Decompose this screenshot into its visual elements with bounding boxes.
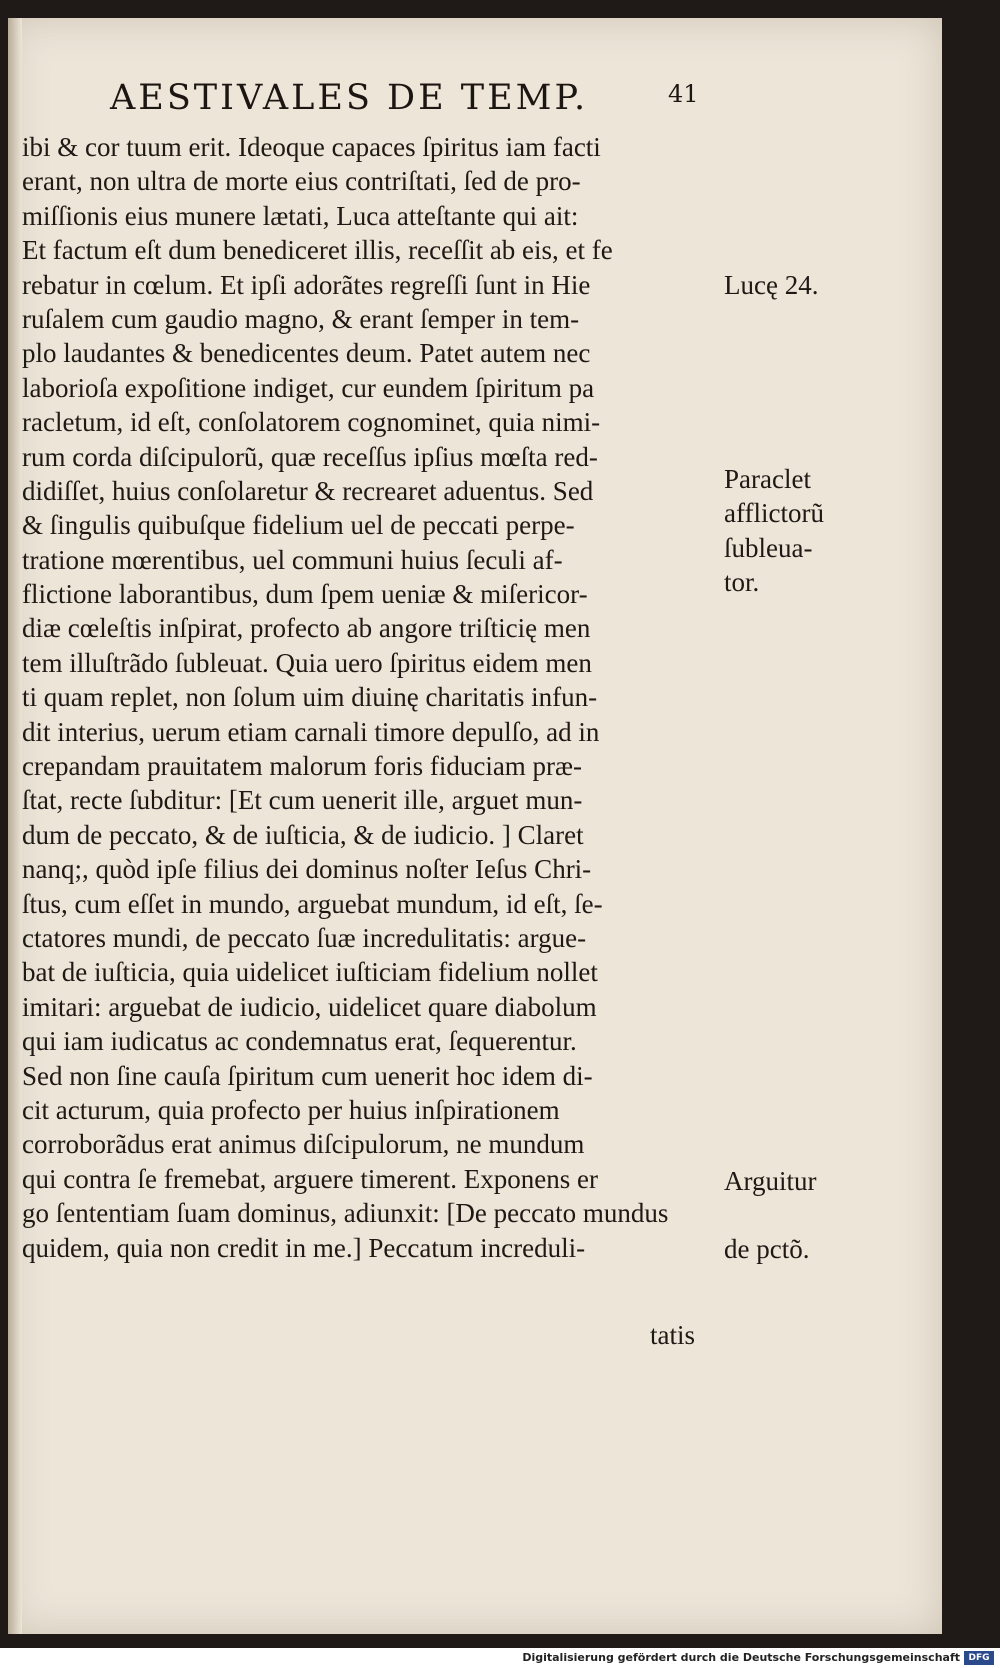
text-line: tratione mœrentibus, uel communi huius ſeculi af-	[22, 544, 563, 575]
margin-note-line: Arguitur	[724, 1166, 817, 1196]
text-line: ruſalem cum gaudio magno, & erant ſemper in tem-	[22, 303, 580, 334]
text-line: Et factum eſt dum benediceret illis, receſſit ab eis, et fe	[22, 235, 613, 266]
text-line: dum de peccato, & de iuſticia, & de iudicio. ] Claret	[22, 819, 584, 850]
text-line: nanq;, quòd ipſe filius dei dominus noſter Ieſus Chri-	[22, 854, 592, 885]
margin-note-luke: Lucę 24.	[724, 270, 819, 300]
text-line: ctatores mundi, de peccato ſuæ incredulitatis: argue-	[22, 922, 587, 953]
text-line: ibi & cor tuum erit. Ideoque capaces ſpiritus iam facti	[22, 132, 601, 162]
margin-note-line: de pctõ.	[724, 1234, 810, 1265]
text-line: cit acturum, quia profecto per huius inſpirationem	[22, 1094, 560, 1125]
margin-note-line: ſubleua-	[724, 532, 813, 563]
text-line: ti quam replet, non ſolum uim diuinę charitatis infun-	[22, 682, 598, 713]
text-line: ſtat, recte ſubditur: [Et cum uenerit ille, arguet mun-	[22, 785, 583, 816]
margin-note-line: Paraclet	[724, 464, 811, 494]
dfg-logo-icon: DFG	[964, 1651, 994, 1665]
text-line: rum corda diſcipulorũ, quæ receſſus ipſius mœſta red-	[22, 441, 598, 472]
text-line: go ſententiam ſuam dominus, adiunxit: [De peccato mundus	[22, 1198, 669, 1229]
margin-note-line: afflictorũ	[724, 498, 824, 529]
text-line: bat de iuſticia, quia uidelicet iuſticiam fidelium nollet	[22, 957, 598, 988]
text-line: rebatur in cœlum. Et ipſi adorãtes regreſſi ſunt in Hie	[22, 269, 591, 300]
text-line: ſtus, cum eſſet in mundo, arguebat mundum, id eſt, ſe-	[22, 888, 603, 919]
text-line: quidem, quia non credit in me.] Peccatum increduli-	[22, 1232, 586, 1263]
page-gutter-shadow	[8, 18, 22, 1634]
text-line: & ſingulis quibuſque fidelium uel de peccati perpe-	[22, 510, 575, 541]
text-line: dit interius, uerum etiam carnali timore depulſo, ad in	[22, 716, 600, 747]
text-line: laborioſa expoſitione indiget, cur eundem ſpiritum pa	[22, 372, 595, 403]
text-line: crepandam prauitatem malorum foris fiduciam præ-	[22, 751, 583, 782]
text-line: diæ cœleſtis inſpirat, profecto ab angore triſticię men	[22, 613, 591, 644]
text-line: flictione laborantibus, dum ſpem ueniæ & miſericor-	[22, 579, 588, 610]
margin-note-paraclet	[724, 462, 824, 600]
margin-note-arguitur	[724, 1164, 817, 1267]
funding-credit: Digitalisierung gefördert durch die Deutsche Forschungsgemeinschaft	[522, 1651, 960, 1664]
text-line: corroborãdus erat animus diſcipulorum, ne mundum	[22, 1129, 585, 1160]
text-line: racletum, id eſt, conſolatorem cognominet, quia nimi-	[22, 407, 601, 438]
running-head: AESTIVALES DE TEMP.	[110, 78, 589, 118]
text-line: qui iam iudicatus ac condemnatus erat, ſequerentur.	[22, 1026, 577, 1057]
text-line: miſſionis eius munere lætati, Luca atteſtante qui ait:	[22, 200, 579, 231]
text-line: tem illuſtrãdo ſubleuat. Quia uero ſpiritus eidem men	[22, 647, 592, 678]
text-line: imitari: arguebat de iudicio, uidelicet quare diabolum	[22, 991, 597, 1022]
catchword: tatis	[650, 1320, 695, 1350]
text-line: qui contra ſe fremebat, arguere timerent. Exponens er	[22, 1163, 599, 1194]
text-line: didiſſet, huius conſolaretur & recrearet aduentus. Sed	[22, 475, 594, 506]
text-line: plo laudantes & benedicentes deum. Patet autem nec	[22, 338, 591, 369]
body-text	[22, 130, 722, 1265]
text-line: Sed non ſine cauſa ſpiritum cum uenerit hoc idem di-	[22, 1060, 593, 1091]
text-line: erant, non ultra de morte eius contriſtati, ſed de pro-	[22, 166, 581, 197]
folio-number: 41	[668, 80, 699, 108]
margin-note-line: tor.	[724, 567, 760, 598]
